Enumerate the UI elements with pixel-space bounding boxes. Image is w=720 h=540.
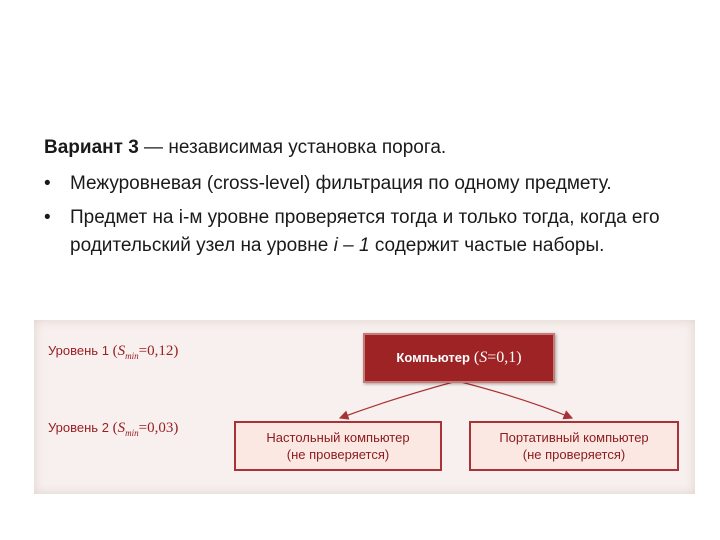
root-value: =0,1) [487, 349, 522, 366]
level-2-symbol: S [117, 420, 126, 436]
edge-to-laptop [457, 381, 572, 418]
level-2-value: =0,03) [138, 420, 179, 436]
laptop-note: (не проверяется) [522, 447, 626, 462]
slide-text [44, 134, 684, 266]
level-1-symbol: S [117, 343, 126, 359]
variant-title: Вариант 3 [44, 137, 139, 158]
root-node-label: Компьютер [396, 350, 470, 365]
hierarchy-diagram [34, 320, 695, 494]
level-2-paren: ( [108, 420, 118, 436]
root-paren: ( [469, 349, 480, 366]
root-node-threshold [470, 349, 522, 366]
bullet-item [44, 204, 684, 260]
level-1-label [48, 343, 178, 361]
child-node-laptop [469, 421, 679, 471]
edge-to-desktop [340, 381, 457, 418]
desktop-note: (не проверяется) [286, 447, 390, 462]
bullet-marker: • [44, 173, 51, 194]
level-2-subscript: min [125, 428, 139, 438]
level-1-paren: ( [108, 343, 118, 359]
variant-description: — независимая установка порога. [138, 137, 447, 158]
root-symbol: S [479, 349, 488, 366]
level-1-threshold [109, 343, 178, 359]
desktop-title: Настольный компьютер [266, 430, 410, 445]
bullet-text-end: содержит частые наборы. [369, 235, 605, 256]
level-1-value: =0,12) [138, 343, 179, 359]
bullet-text: Межуровневая (cross-level) фильтрация по одному предмету. [70, 173, 612, 194]
bullet-marker: • [44, 207, 51, 228]
level-2-threshold [109, 420, 178, 436]
level-1-subscript: min [125, 351, 139, 361]
bullet-item [44, 170, 684, 198]
child-node-desktop [234, 421, 442, 471]
bullet-italic-level: i – 1 [333, 235, 370, 256]
laptop-title: Портативный компьютер [499, 430, 649, 445]
level-2-label [48, 420, 178, 438]
level-2-name: Уровень 2 [48, 420, 109, 435]
bullet-text: Предмет на i-м уровне проверяется тогда и только тогда, когда его родительский узел на уровне [70, 207, 660, 256]
level-1-name: Уровень 1 [48, 343, 109, 358]
root-node-computer [363, 333, 555, 383]
variant-heading [44, 134, 684, 162]
